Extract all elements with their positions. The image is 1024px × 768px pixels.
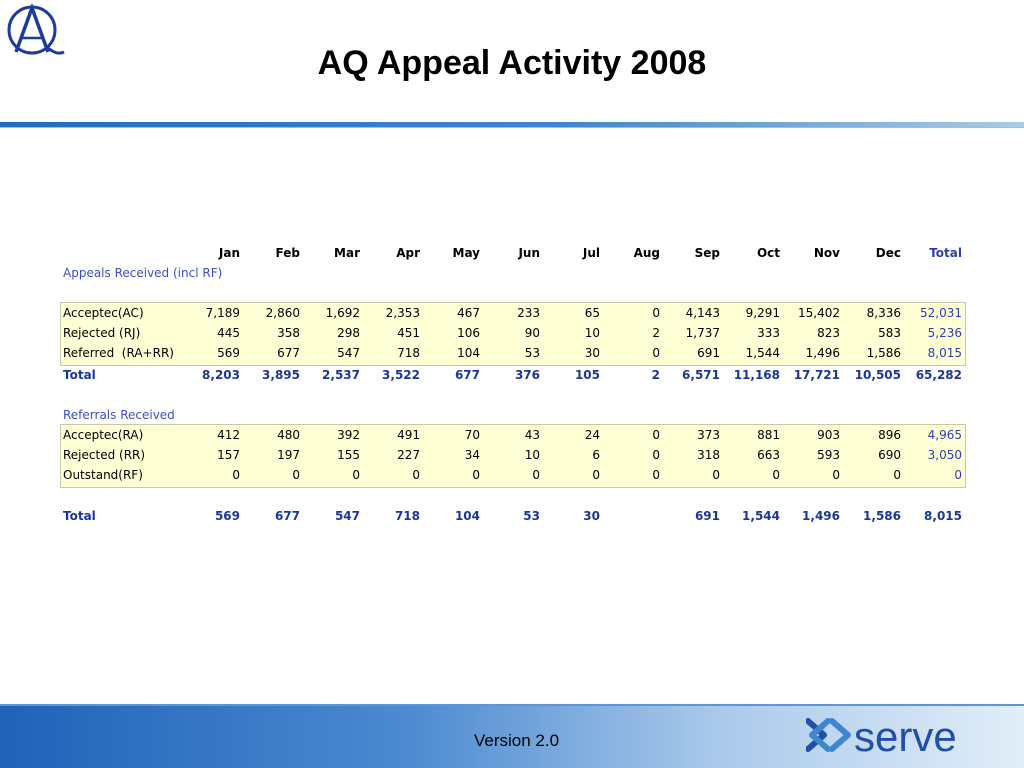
table-cell: 8,203 bbox=[202, 368, 240, 382]
table-cell: 10 bbox=[584, 326, 600, 340]
table-cell: 10 bbox=[524, 448, 540, 462]
table-cell: 4,965 bbox=[927, 428, 962, 442]
table-cell: 3,050 bbox=[927, 448, 962, 462]
table-cell: 30 bbox=[584, 346, 600, 360]
table-cell: 333 bbox=[757, 326, 780, 340]
table-cell: 0 bbox=[893, 468, 901, 482]
table-cell: 53 bbox=[524, 346, 540, 360]
table-cell: 903 bbox=[817, 428, 840, 442]
table-cell: 0 bbox=[954, 468, 962, 482]
column-header-feb: Feb bbox=[275, 246, 300, 260]
table-row bbox=[0, 465, 1024, 485]
table-cell: 298 bbox=[337, 326, 360, 340]
table-cell: 2 bbox=[651, 368, 660, 382]
table-cell: 1,496 bbox=[802, 509, 840, 523]
slide-title: AQ Appeal Activity 2008 bbox=[317, 44, 707, 82]
table-cell: 691 bbox=[697, 346, 720, 360]
table-cell: 65 bbox=[584, 306, 600, 320]
table-cell: 0 bbox=[232, 468, 240, 482]
table-cell: 8,015 bbox=[927, 346, 962, 360]
table-cell: 318 bbox=[697, 448, 720, 462]
table-cell: 412 bbox=[217, 428, 240, 442]
column-header-jul: Jul bbox=[582, 246, 600, 260]
table-cell: 2,353 bbox=[385, 306, 420, 320]
xoserve-wordmark: serve bbox=[854, 713, 957, 760]
table-cell: 593 bbox=[817, 448, 840, 462]
table-cell: 5,236 bbox=[927, 326, 962, 340]
table-row bbox=[0, 425, 1024, 445]
table-cell: 52,031 bbox=[920, 306, 962, 320]
table-row bbox=[0, 343, 1024, 363]
table-cell: 10,505 bbox=[854, 368, 901, 382]
column-header-apr: Apr bbox=[396, 246, 420, 260]
table-cell: 6 bbox=[592, 448, 600, 462]
table-cell: 0 bbox=[592, 468, 600, 482]
table-cell: 1,496 bbox=[805, 346, 840, 360]
column-header-dec: Dec bbox=[875, 246, 901, 260]
row-label: Outstand(RF) bbox=[63, 468, 143, 482]
version-label: Version 2.0 bbox=[474, 731, 560, 750]
table-cell: 480 bbox=[277, 428, 300, 442]
table-cell: 30 bbox=[583, 509, 600, 523]
table-cell: 0 bbox=[772, 468, 780, 482]
table-row bbox=[0, 445, 1024, 465]
table-cell: 376 bbox=[514, 368, 540, 382]
column-header-aug: Aug bbox=[633, 246, 660, 260]
table-cell: 547 bbox=[334, 509, 360, 523]
table-cell: 0 bbox=[532, 468, 540, 482]
xoserve-logo bbox=[806, 709, 1014, 761]
table-cell: 677 bbox=[277, 346, 300, 360]
table-cell: 2,860 bbox=[265, 306, 300, 320]
table-cell: 569 bbox=[217, 346, 240, 360]
row-label: Acceptec(AC) bbox=[63, 306, 144, 320]
row-label: Acceptec(RA) bbox=[63, 428, 144, 442]
table-cell: 17,721 bbox=[793, 368, 840, 382]
table-cell: 43 bbox=[524, 428, 540, 442]
table-cell: 0 bbox=[652, 306, 660, 320]
table-row bbox=[0, 303, 1024, 323]
row-label: Rejected (RR) bbox=[63, 448, 146, 462]
total-row bbox=[0, 506, 1024, 526]
table-cell: 2,537 bbox=[322, 368, 360, 382]
table-cell: 445 bbox=[217, 326, 240, 340]
table-cell: 227 bbox=[397, 448, 420, 462]
column-header-jun: Jun bbox=[518, 246, 540, 260]
table-cell: 677 bbox=[274, 509, 300, 523]
table-cell: 0 bbox=[832, 468, 840, 482]
section-referrals-received: Referrals Received bbox=[63, 408, 175, 422]
table-cell: 691 bbox=[694, 509, 720, 523]
table-cell: 3,522 bbox=[382, 368, 420, 382]
row-label: Referred (RA+RR) bbox=[63, 346, 174, 360]
table-cell: 1,586 bbox=[863, 509, 901, 523]
table-cell: 155 bbox=[337, 448, 360, 462]
table-cell: 718 bbox=[394, 509, 420, 523]
table-cell: 0 bbox=[712, 468, 720, 482]
table-cell: 467 bbox=[457, 306, 480, 320]
table-cell: 3,895 bbox=[262, 368, 300, 382]
table-row bbox=[0, 323, 1024, 343]
table-cell: 15,402 bbox=[798, 306, 840, 320]
table-cell: 0 bbox=[652, 448, 660, 462]
row-label: Total bbox=[63, 509, 96, 523]
table-cell: 70 bbox=[464, 428, 480, 442]
table-cell: 106 bbox=[457, 326, 480, 340]
table-cell: 8,336 bbox=[866, 306, 901, 320]
table-cell: 8,015 bbox=[924, 509, 962, 523]
table-cell: 104 bbox=[454, 509, 480, 523]
table-cell: 2 bbox=[652, 326, 660, 340]
column-header-jan: Jan bbox=[218, 246, 240, 260]
table-cell: 65,282 bbox=[915, 368, 962, 382]
column-header-mar: Mar bbox=[334, 246, 360, 260]
table-cell: 823 bbox=[817, 326, 840, 340]
table-cell: 569 bbox=[214, 509, 240, 523]
table-cell: 197 bbox=[277, 448, 300, 462]
table-cell: 896 bbox=[878, 428, 901, 442]
table-cell: 0 bbox=[652, 346, 660, 360]
table-cell: 1,586 bbox=[866, 346, 901, 360]
table-cell: 53 bbox=[523, 509, 540, 523]
table-cell: 392 bbox=[337, 428, 360, 442]
table-cell: 24 bbox=[584, 428, 600, 442]
row-label: Total bbox=[63, 368, 96, 382]
table-cell: 0 bbox=[352, 468, 360, 482]
table-cell: 663 bbox=[757, 448, 780, 462]
table-cell: 373 bbox=[697, 428, 720, 442]
column-header-total: Total bbox=[929, 246, 962, 260]
total-row bbox=[0, 365, 1024, 385]
table-cell: 90 bbox=[524, 326, 540, 340]
table-cell: 583 bbox=[878, 326, 901, 340]
table-cell: 1,737 bbox=[685, 326, 720, 340]
table-cell: 0 bbox=[292, 468, 300, 482]
column-header-sep: Sep bbox=[694, 246, 720, 260]
table-cell: 9,291 bbox=[745, 306, 780, 320]
table-cell: 0 bbox=[652, 468, 660, 482]
table-cell: 233 bbox=[517, 306, 540, 320]
table-cell: 1,692 bbox=[325, 306, 360, 320]
table-cell: 451 bbox=[397, 326, 420, 340]
table-cell: 1,544 bbox=[742, 509, 780, 523]
column-header-nov: Nov bbox=[813, 246, 840, 260]
table-cell: 105 bbox=[574, 368, 600, 382]
table-cell: 7,189 bbox=[205, 306, 240, 320]
table-cell: 0 bbox=[472, 468, 480, 482]
column-header-oct: Oct bbox=[756, 246, 780, 260]
section-appeals-received: Appeals Received (incl RF) bbox=[63, 266, 223, 280]
table-cell: 11,168 bbox=[733, 368, 780, 382]
table-cell: 157 bbox=[217, 448, 240, 462]
table-cell: 677 bbox=[454, 368, 480, 382]
table-cell: 4,143 bbox=[685, 306, 720, 320]
table-cell: 690 bbox=[878, 448, 901, 462]
table-cell: 0 bbox=[412, 468, 420, 482]
table-cell: 881 bbox=[757, 428, 780, 442]
table-cell: 6,571 bbox=[682, 368, 720, 382]
row-label: Rejected (RJ) bbox=[63, 326, 141, 340]
table-cell: 491 bbox=[397, 428, 420, 442]
table-cell: 358 bbox=[277, 326, 300, 340]
table-cell: 34 bbox=[464, 448, 480, 462]
table-cell: 718 bbox=[397, 346, 420, 360]
table-cell: 1,544 bbox=[745, 346, 780, 360]
table-cell: 547 bbox=[337, 346, 360, 360]
table-cell: 104 bbox=[457, 346, 480, 360]
column-header-may: May bbox=[452, 246, 480, 260]
table-cell: 0 bbox=[652, 428, 660, 442]
